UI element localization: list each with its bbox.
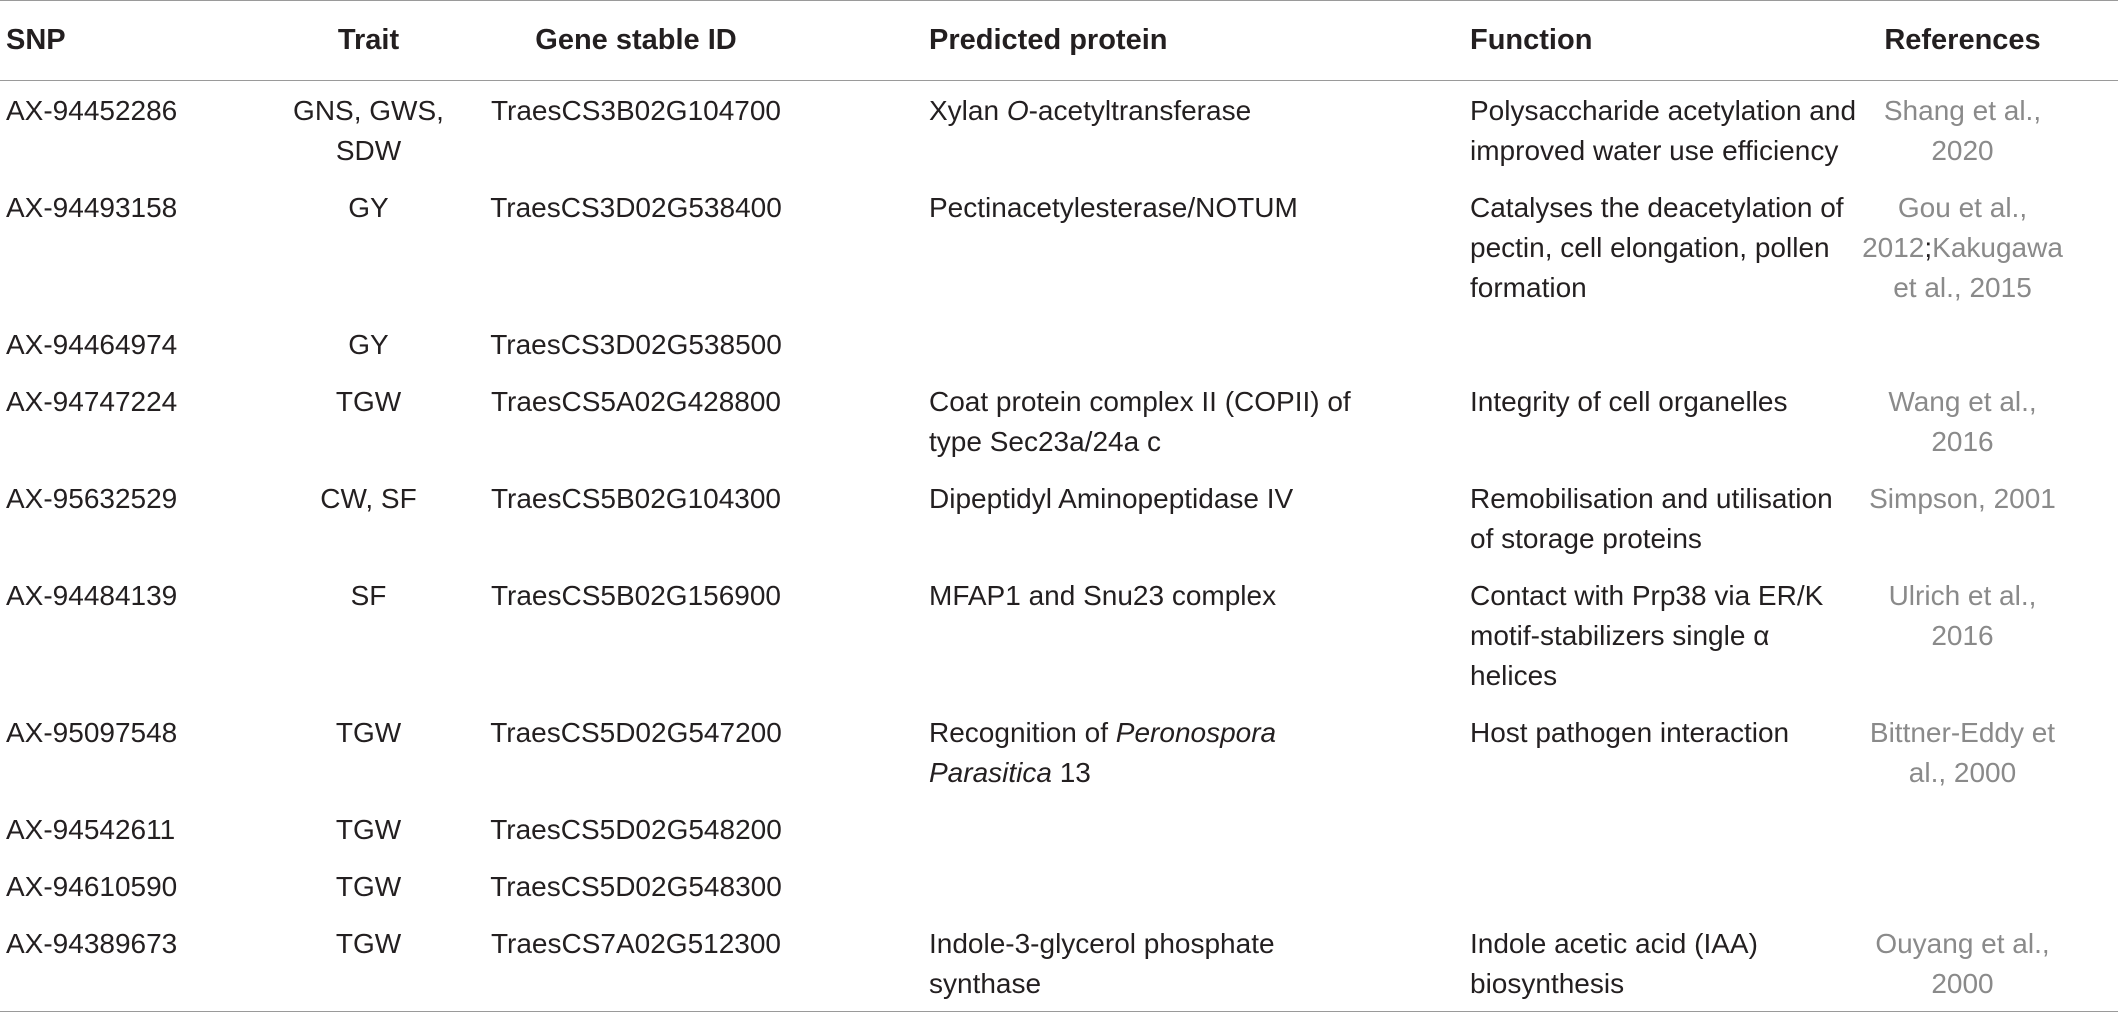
protein-italic-text: O xyxy=(1006,95,1029,126)
trait-value: TGW xyxy=(335,928,402,959)
reference-link: Ouyang et al., 2000 xyxy=(1875,928,2050,999)
protein-text: Coat protein complex II (COPII) of type Sec23a/24a c xyxy=(929,386,1351,457)
gene-cell xyxy=(461,315,811,372)
function-cell xyxy=(1374,178,1857,315)
function-text: Catalyses the deacetylation of pectin, cell elongation, pollen formation xyxy=(1470,192,1844,303)
trait-cell xyxy=(276,800,461,857)
snp-cell xyxy=(0,372,276,469)
snp-cell xyxy=(0,857,276,914)
reference-link-2: Kakugawa et al., 2015 xyxy=(1893,232,2063,303)
gene-stable-id: TraesCS5D02G548200 xyxy=(490,814,782,845)
reference-separator: ; xyxy=(1924,232,1933,263)
references-cell xyxy=(1857,800,2118,857)
trait-cell xyxy=(276,315,461,372)
header-references: References xyxy=(1884,24,2041,56)
references-cell xyxy=(1857,914,2118,1012)
trait-cell xyxy=(276,566,461,703)
gene-stable-id: TraesCS3D02G538400 xyxy=(490,192,782,223)
predicted-protein-cell xyxy=(811,81,1374,179)
function-cell xyxy=(1374,315,1857,372)
table-header xyxy=(0,1,2118,81)
snp-id: AX-94452286 xyxy=(6,95,178,126)
reference-link: Simpson, 2001 xyxy=(1869,483,2056,514)
snp-cell xyxy=(0,178,276,315)
function-text: Host pathogen interaction xyxy=(1470,717,1790,748)
snp-cell xyxy=(0,800,276,857)
function-text: Indole acetic acid (IAA) biosynthesis xyxy=(1470,928,1758,999)
function-cell xyxy=(1374,800,1857,857)
protein-italic-text: Peronospora Parasitica xyxy=(929,717,1277,788)
gene-cell xyxy=(461,81,811,179)
table-row xyxy=(0,178,2118,315)
table-row xyxy=(0,800,2118,857)
function-text: Integrity of cell organelles xyxy=(1470,386,1788,417)
trait-value: TGW xyxy=(335,386,402,417)
table-row xyxy=(0,703,2118,800)
references-cell xyxy=(1857,703,2118,800)
header-predicted-protein: Predicted protein xyxy=(929,24,1168,56)
reference-link: Bittner-Eddy et al., 2000 xyxy=(1869,717,2056,788)
trait-value: GY xyxy=(348,329,389,360)
snp-cell xyxy=(0,315,276,372)
snp-cell xyxy=(0,81,276,179)
reference-link: Wang et al., 2016 xyxy=(1888,386,2037,457)
gene-cell xyxy=(461,800,811,857)
snp-id: AX-94610590 xyxy=(6,871,178,902)
trait-cell xyxy=(276,857,461,914)
protein-text-suffix: 13 xyxy=(1051,757,1091,788)
gene-stable-id: TraesCS5B02G104300 xyxy=(490,483,782,514)
header-trait: Trait xyxy=(337,24,400,56)
table-body xyxy=(0,81,2118,1012)
trait-value: TGW xyxy=(335,871,402,902)
table-row xyxy=(0,81,2118,179)
trait-cell xyxy=(276,703,461,800)
gene-stable-id: TraesCS7A02G512300 xyxy=(490,928,782,959)
function-cell xyxy=(1374,372,1857,469)
function-text: Remobilisation and utilisation of storage proteins xyxy=(1470,483,1833,554)
snp-cell xyxy=(0,703,276,800)
gene-stable-id: TraesCS5D02G547200 xyxy=(490,717,782,748)
gene-stable-id: TraesCS5A02G428800 xyxy=(490,386,782,417)
trait-cell xyxy=(276,81,461,179)
snp-id: AX-95097548 xyxy=(6,717,178,748)
snp-id: AX-94464974 xyxy=(6,329,178,360)
gene-stable-id: TraesCS5D02G548300 xyxy=(490,871,782,902)
trait-value: SF xyxy=(350,580,387,611)
trait-value: CW, SF xyxy=(320,483,417,514)
gene-stable-id: TraesCS3B02G104700 xyxy=(490,95,782,126)
trait-cell xyxy=(276,469,461,566)
predicted-protein-cell xyxy=(811,914,1374,1012)
function-text: Contact with Prp38 via ER/K motif-stabilizers single α helices xyxy=(1470,580,1824,691)
predicted-protein-cell xyxy=(811,315,1374,372)
header-snp: SNP xyxy=(6,24,66,56)
gene-cell xyxy=(461,178,811,315)
snp-cell xyxy=(0,566,276,703)
predicted-protein-cell xyxy=(811,469,1374,566)
references-cell xyxy=(1857,857,2118,914)
function-cell xyxy=(1374,857,1857,914)
function-cell xyxy=(1374,81,1857,179)
trait-value: TGW xyxy=(335,814,402,845)
gene-cell xyxy=(461,566,811,703)
snp-id: AX-94389673 xyxy=(6,928,178,959)
trait-value: GY xyxy=(348,192,389,223)
snp-id: AX-94493158 xyxy=(6,192,178,223)
gene-stable-id: TraesCS5B02G156900 xyxy=(490,580,782,611)
function-cell xyxy=(1374,469,1857,566)
predicted-protein-cell xyxy=(811,566,1374,703)
snp-id: AX-94484139 xyxy=(6,580,178,611)
predicted-protein-cell xyxy=(811,372,1374,469)
references-cell xyxy=(1857,81,2118,179)
snp-id: AX-94542611 xyxy=(6,814,176,845)
protein-text: Indole-3-glycerol phosphate synthase xyxy=(929,928,1275,999)
references-cell xyxy=(1857,469,2118,566)
protein-text: Recognition of xyxy=(929,717,1116,748)
trait-cell xyxy=(276,372,461,469)
predicted-protein-cell xyxy=(811,800,1374,857)
table-row xyxy=(0,469,2118,566)
header-function: Function xyxy=(1470,24,1593,56)
references-cell xyxy=(1857,372,2118,469)
reference-link: Gou et al., 2012 xyxy=(1862,192,2028,263)
snp-id: AX-95632529 xyxy=(6,483,178,514)
header-gene-stable-id: Gene stable ID xyxy=(535,24,737,56)
reference-link: Shang et al., 2020 xyxy=(1883,95,2042,166)
protein-text: Pectinacetylesterase/NOTUM xyxy=(929,192,1298,223)
gene-cell xyxy=(461,469,811,566)
trait-value: GNS, GWS, SDW xyxy=(293,95,444,166)
protein-text: Xylan xyxy=(929,95,1007,126)
table-row xyxy=(0,914,2118,1012)
predicted-protein-cell xyxy=(811,857,1374,914)
table-row xyxy=(0,566,2118,703)
references-cell xyxy=(1857,315,2118,372)
protein-text: MFAP1 and Snu23 complex xyxy=(929,580,1277,611)
function-cell xyxy=(1374,914,1857,1012)
predicted-protein-cell xyxy=(811,178,1374,315)
trait-cell xyxy=(276,914,461,1012)
reference-link: Ulrich et al., 2016 xyxy=(1888,580,2037,651)
function-cell xyxy=(1374,703,1857,800)
gene-cell xyxy=(461,372,811,469)
table-row xyxy=(0,315,2118,372)
references-cell xyxy=(1857,566,2118,703)
predicted-protein-cell xyxy=(811,703,1374,800)
gene-cell xyxy=(461,703,811,800)
gene-cell xyxy=(461,857,811,914)
table-row xyxy=(0,372,2118,469)
function-text: Polysaccharide acetylation and improved water use efficiency xyxy=(1470,95,1857,166)
snp-cell xyxy=(0,914,276,1012)
function-cell xyxy=(1374,566,1857,703)
references-cell xyxy=(1857,178,2118,315)
header-row xyxy=(0,1,2118,81)
protein-text-suffix: -acetyltransferase xyxy=(1028,95,1252,126)
gene-cell xyxy=(461,914,811,1012)
snp-cell xyxy=(0,469,276,566)
table-row xyxy=(0,857,2118,914)
protein-text: Dipeptidyl Aminopeptidase IV xyxy=(929,483,1294,514)
trait-value: TGW xyxy=(335,717,402,748)
snp-id: AX-94747224 xyxy=(6,386,178,417)
gene-stable-id: TraesCS3D02G538500 xyxy=(490,329,782,360)
trait-cell xyxy=(276,178,461,315)
